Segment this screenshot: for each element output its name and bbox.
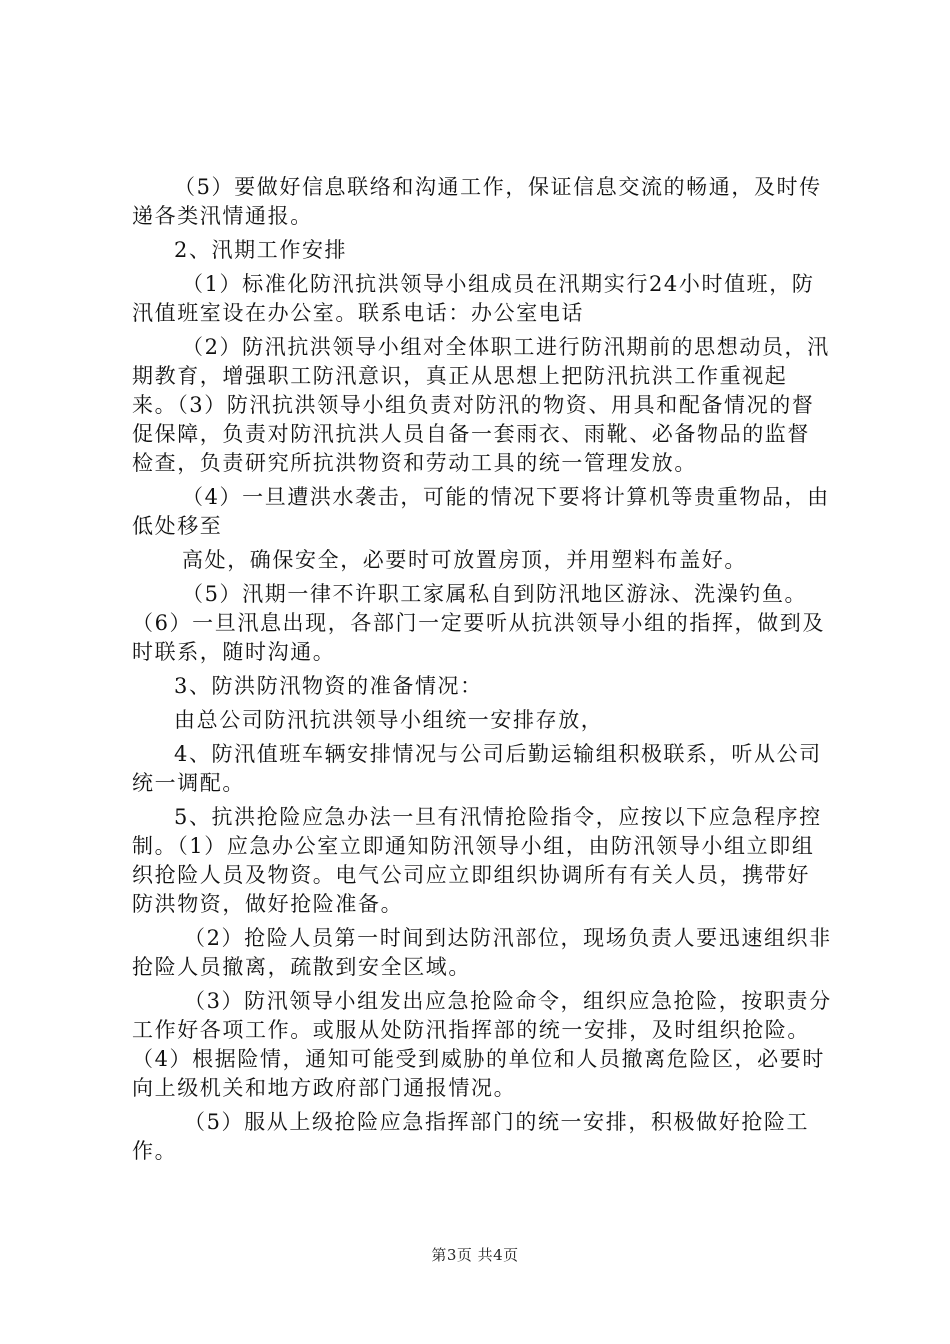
paragraph-12: （2）抢险人员第一时间到达防汛部位，现场负责人要迅速组织非抢险人员撤离，疏散到安全区域。 [132, 926, 832, 979]
paragraph-14: （5）服从上级抢险应急指挥部门的统一安排，积极做好抢险工作。 [132, 1110, 810, 1163]
paragraph-9: 由总公司防汛抗洪领导小组统一安排存放， [174, 708, 604, 732]
paragraph-7: （5）汛期一律不许职工家属私自到防汛地区游泳、洗澡钓鱼。（6）一旦汛息出现，各部门一定要听从抗洪领导小组的指挥，做到及时联系，随时沟通。 [132, 582, 825, 664]
paragraph-13: （3）防汛领导小组发出应急抢险命令，组织应急抢险，按职责分工作好各项工作。或服从处防汛指挥部的统一安排，及时组织抢险。（4）根据险情，通知可能受到威胁的单位和人员撤离危险区，必要时向上级机关和地方政府部门通报情况。 [132, 989, 832, 1100]
paragraph-2: 2、汛期工作安排 [174, 238, 348, 262]
paragraph-5: （4）一旦遭洪水袭击，可能的情况下要将计算机等贵重物品，由低处移至 [132, 485, 830, 538]
paragraph-10: 4、防汛值班车辆安排情况与公司后勤运输组积极联系，听从公司统一调配。 [132, 742, 822, 795]
paragraph-4: （2）防汛抗洪领导小组对全体职工进行防汛期前的思想动员，汛期教育，增强职工防汛意识，真正从思想上把防汛抗洪工作重视起来。（3）防汛抗洪领导小组负责对防汛的物资、用具和配备情况的督促保障，负责对防汛抗洪人员自备一套雨衣、雨靴、必备物品的监督检查，负责研究所抗洪物资和劳动工具的统一管理发放。 [132, 335, 830, 475]
document-body [132, 173, 832, 1171]
paragraph-1: （5）要做好信息联络和沟通工作，保证信息交流的畅通，及时传递各类汛情通报。 [132, 175, 822, 228]
page-number-footer: 第3页 共4页 [431, 1246, 519, 1264]
paragraph-3: （1）标准化防汛抗洪领导小组成员在汛期实行24小时值班，防汛值班室设在办公室。联系电话：办公室电话 [132, 272, 815, 325]
paragraph-6: 高处，确保安全，必要时可放置房顶，并用塑料布盖好。 [182, 548, 747, 572]
paragraph-11: 5、抗洪抢险应急办法一旦有汛情抢险指令，应按以下应急程序控制。（1）应急办公室立即通知防汛领导小组，由防汛领导小组立即组织抢险人员及物资。电气公司应立即组织协调所有有关人员，携带好防洪物资，做好抢险准备。 [132, 805, 822, 916]
paragraph-8: 3、防洪防汛物资的准备情况： [174, 674, 483, 698]
